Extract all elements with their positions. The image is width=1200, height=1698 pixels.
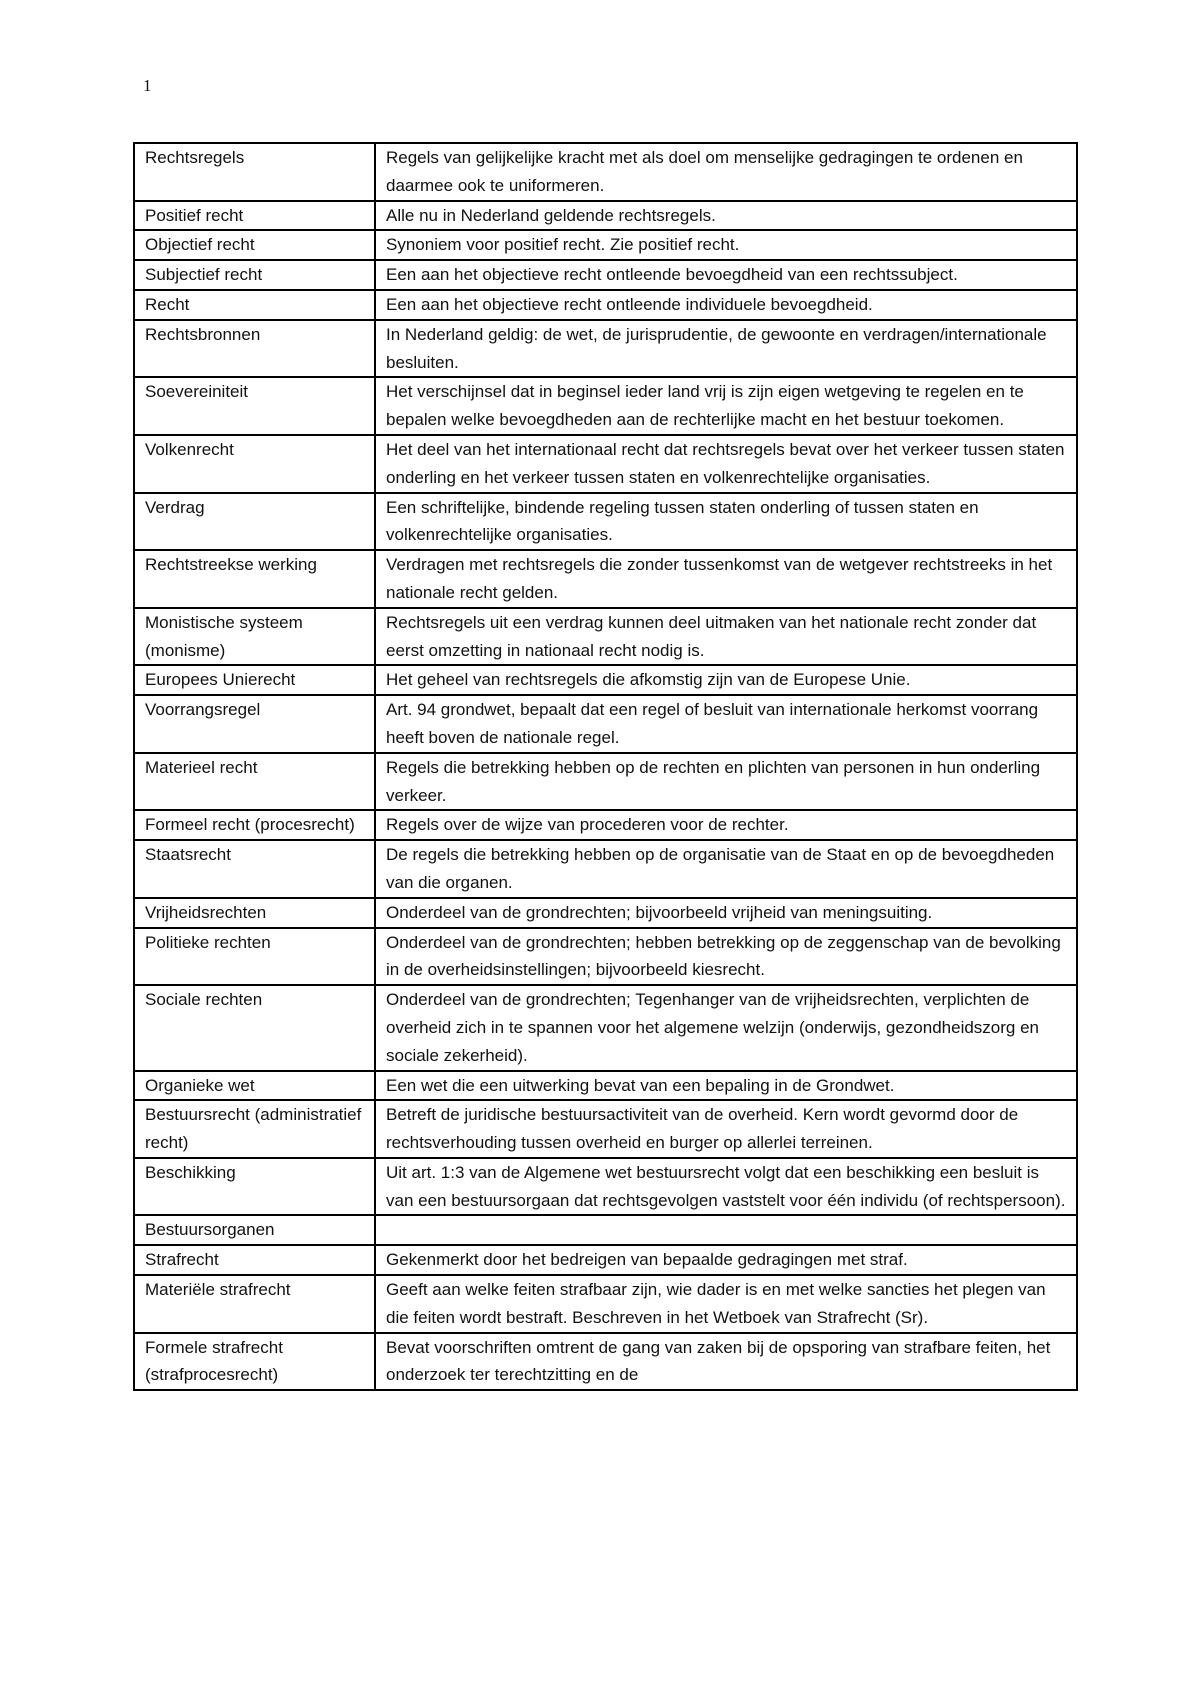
definition-cell: Gekenmerkt door het bedreigen van bepaalde gedragingen met straf. <box>375 1245 1077 1275</box>
glossary-table-body <box>134 143 1077 1390</box>
table-row <box>134 1275 1077 1333</box>
definition-cell: Het verschijnsel dat in beginsel ieder land vrij is zijn eigen wetgeving te regelen en te bepalen welke bevoegdheden aan de rechterlijke macht en het bestuur toekomen. <box>375 377 1077 435</box>
table-row <box>134 753 1077 811</box>
definition-cell: Geeft aan welke feiten strafbaar zijn, wie dader is en met welke sancties het plegen van die feiten wordt bestraft. Beschreven in het Wetboek van Strafrecht (Sr). <box>375 1275 1077 1333</box>
table-row <box>134 320 1077 378</box>
table-row <box>134 1333 1077 1391</box>
table-row <box>134 840 1077 898</box>
term-cell: Formeel recht (procesrecht) <box>134 810 375 840</box>
term-cell: Organieke wet <box>134 1071 375 1101</box>
table-row <box>134 435 1077 493</box>
definition-cell: Betreft de juridische bestuursactiviteit van de overheid. Kern wordt gevormd door de rechtsverhouding tussen overheid en burger op allerlei terreinen. <box>375 1100 1077 1158</box>
term-cell: Soevereiniteit <box>134 377 375 435</box>
definition-cell: Onderdeel van de grondrechten; Tegenhanger van de vrijheidsrechten, verplichten de overheid zich in te spannen voor het algemene welzijn (onderwijs, gezondheidszorg en sociale zekerheid). <box>375 985 1077 1070</box>
definition-cell: Een aan het objectieve recht ontleende bevoegdheid van een rechtssubject. <box>375 260 1077 290</box>
definition-cell: Een wet die een uitwerking bevat van een bepaling in de Grondwet. <box>375 1071 1077 1101</box>
table-row <box>134 1158 1077 1216</box>
table-row <box>134 260 1077 290</box>
definition-cell: Rechtsregels uit een verdrag kunnen deel uitmaken van het nationale recht zonder dat eerst omzetting in nationaal recht nodig is. <box>375 608 1077 666</box>
term-cell: Voorrangsregel <box>134 695 375 753</box>
table-row <box>134 985 1077 1070</box>
definition-cell: Onderdeel van de grondrechten; bijvoorbeeld vrijheid van meningsuiting. <box>375 898 1077 928</box>
table-row <box>134 1215 1077 1245</box>
definition-cell: Het deel van het internationaal recht dat rechtsregels bevat over het verkeer tussen staten onderling en het verkeer tussen staten en volkenrechtelijke organisaties. <box>375 435 1077 493</box>
definition-cell: Bevat voorschriften omtrent de gang van zaken bij de opsporing van strafbare feiten, het onderzoek ter terechtzitting en de <box>375 1333 1077 1391</box>
term-cell: Recht <box>134 290 375 320</box>
term-cell: Vrijheidsrechten <box>134 898 375 928</box>
term-cell: Materieel recht <box>134 753 375 811</box>
table-row <box>134 1100 1077 1158</box>
term-cell: Objectief recht <box>134 230 375 260</box>
table-row <box>134 143 1077 201</box>
definition-cell: Regels die betrekking hebben op de rechten en plichten van personen in hun onderling verkeer. <box>375 753 1077 811</box>
table-row <box>134 377 1077 435</box>
table-row <box>134 201 1077 231</box>
definition-cell: Art. 94 grondwet, bepaalt dat een regel of besluit van internationale herkomst voorrang heeft boven de nationale regel. <box>375 695 1077 753</box>
term-cell: Materiële strafrecht <box>134 1275 375 1333</box>
definition-cell <box>375 1215 1077 1245</box>
term-cell: Rechtsregels <box>134 143 375 201</box>
definition-cell: Synoniem voor positief recht. Zie positief recht. <box>375 230 1077 260</box>
definition-cell: Alle nu in Nederland geldende rechtsregels. <box>375 201 1077 231</box>
glossary-table <box>133 142 1078 1391</box>
term-cell: Rechtstreekse werking <box>134 550 375 608</box>
definition-cell: Het geheel van rechtsregels die afkomstig zijn van de Europese Unie. <box>375 665 1077 695</box>
table-row <box>134 928 1077 986</box>
definition-cell: Regels over de wijze van procederen voor de rechter. <box>375 810 1077 840</box>
table-row <box>134 810 1077 840</box>
term-cell: Politieke rechten <box>134 928 375 986</box>
term-cell: Verdrag <box>134 493 375 551</box>
definition-cell: Een schriftelijke, bindende regeling tussen staten onderling of tussen staten en volkenrechtelijke organisaties. <box>375 493 1077 551</box>
term-cell: Sociale rechten <box>134 985 375 1070</box>
table-row <box>134 493 1077 551</box>
term-cell: Subjectief recht <box>134 260 375 290</box>
term-cell: Bestuursorganen <box>134 1215 375 1245</box>
table-row <box>134 665 1077 695</box>
term-cell: Formele strafrecht (strafprocesrecht) <box>134 1333 375 1391</box>
term-cell: Positief recht <box>134 201 375 231</box>
definition-cell: Onderdeel van de grondrechten; hebben betrekking op de zeggenschap van de bevolking in de overheidsinstellingen; bijvoorbeeld kiesrecht. <box>375 928 1077 986</box>
term-cell: Rechtsbronnen <box>134 320 375 378</box>
table-row <box>134 695 1077 753</box>
definition-cell: De regels die betrekking hebben op de organisatie van de Staat en op de bevoegdheden van die organen. <box>375 840 1077 898</box>
definition-cell: Regels van gelijkelijke kracht met als doel om menselijke gedragingen te ordenen en daarmee ook te uniformeren. <box>375 143 1077 201</box>
page-number: 1 <box>143 76 152 95</box>
term-cell: Europees Unierecht <box>134 665 375 695</box>
term-cell: Strafrecht <box>134 1245 375 1275</box>
table-row <box>134 550 1077 608</box>
table-row <box>134 1071 1077 1101</box>
table-row <box>134 290 1077 320</box>
definition-cell: Verdragen met rechtsregels die zonder tussenkomst van de wetgever rechtstreeks in het nationale recht gelden. <box>375 550 1077 608</box>
definition-cell: Uit art. 1:3 van de Algemene wet bestuursrecht volgt dat een beschikking een besluit is van een bestuursorgaan dat rechtsgevolgen vaststelt voor één individu (of rechtspersoon). <box>375 1158 1077 1216</box>
table-row <box>134 898 1077 928</box>
term-cell: Monistische systeem (monisme) <box>134 608 375 666</box>
definition-cell: Een aan het objectieve recht ontleende individuele bevoegdheid. <box>375 290 1077 320</box>
term-cell: Bestuursrecht (administratief recht) <box>134 1100 375 1158</box>
term-cell: Volkenrecht <box>134 435 375 493</box>
definition-cell: In Nederland geldig: de wet, de jurisprudentie, de gewoonte en verdragen/internationale besluiten. <box>375 320 1077 378</box>
term-cell: Staatsrecht <box>134 840 375 898</box>
table-row <box>134 608 1077 666</box>
table-row <box>134 1245 1077 1275</box>
term-cell: Beschikking <box>134 1158 375 1216</box>
table-row <box>134 230 1077 260</box>
